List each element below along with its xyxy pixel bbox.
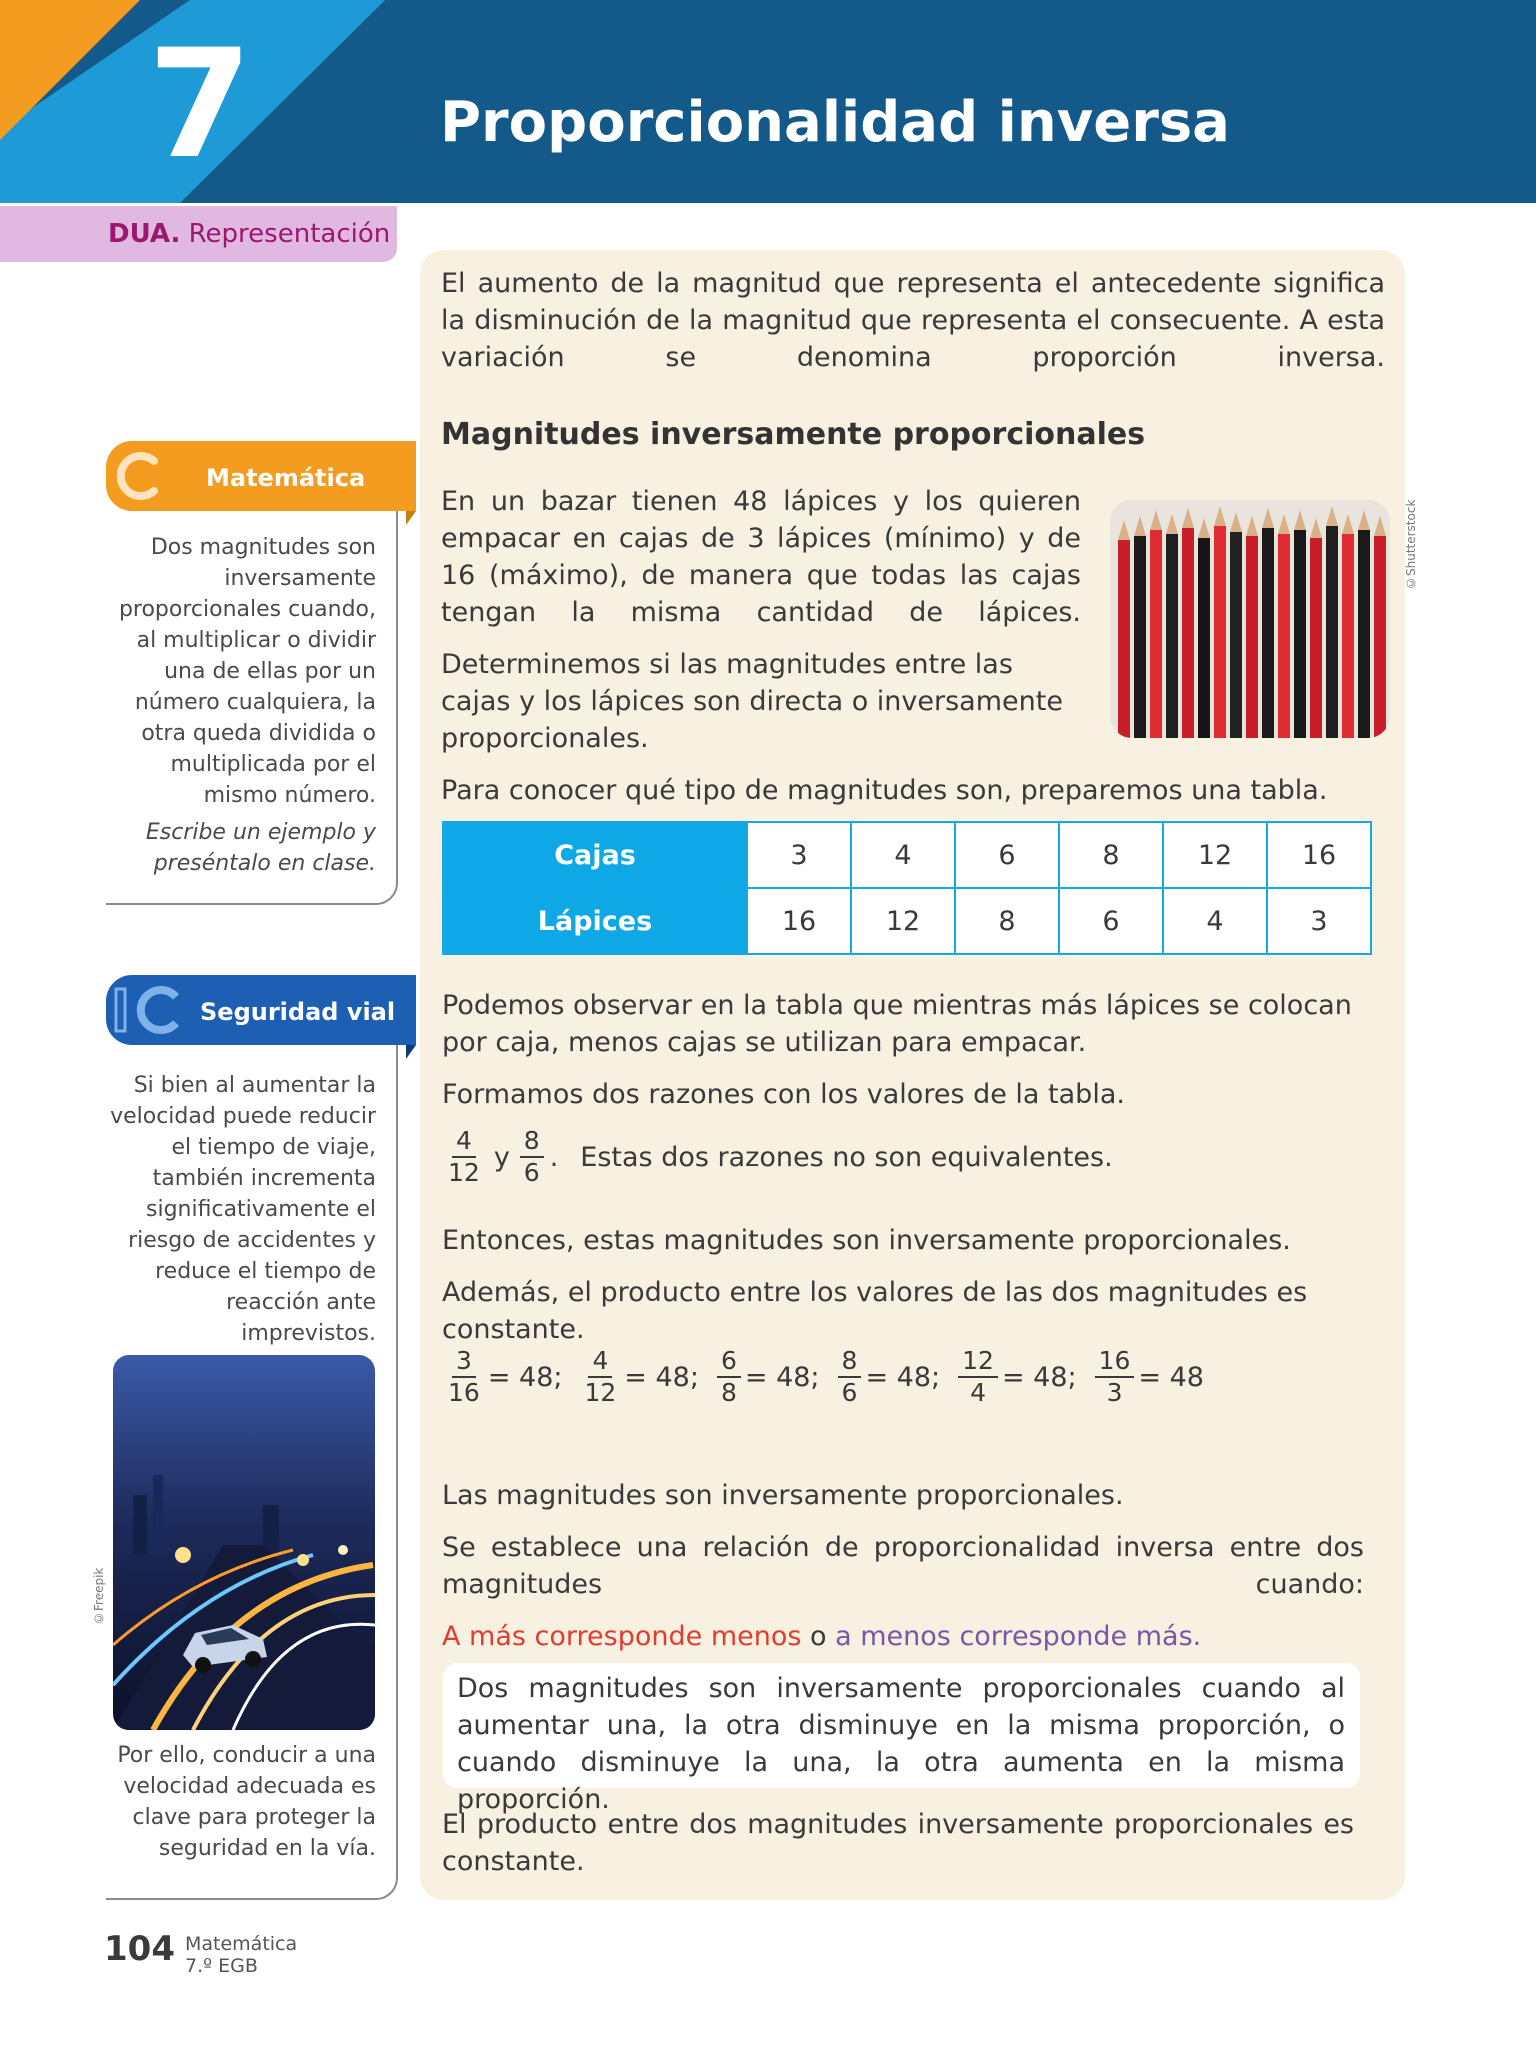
- fraction: $\frac{12}{4}$: [958, 1346, 998, 1408]
- math-tab-fold: [406, 511, 416, 525]
- fraction: $\frac{8}{6}$: [520, 1126, 544, 1188]
- product-result: = 48;: [1001, 1361, 1077, 1393]
- road-ic-icon: [112, 981, 186, 1039]
- ratios-line: [440, 1126, 1113, 1188]
- math-card-title: Matemática: [206, 464, 366, 492]
- table-row-header: Cajas: [443, 822, 747, 888]
- fraction: $\frac{4}{12}$: [448, 1126, 480, 1187]
- relation-paragraph: Se establece una relación de proporcionalidad inversa entre dos magnitudes cuando:: [442, 1532, 1364, 1600]
- table-cell: 16: [747, 888, 851, 954]
- section-title: Magnitudes inversamente proporcionales: [441, 417, 1146, 452]
- table-cell: 4: [851, 822, 955, 888]
- problem-paragraph: En un bazar tienen 48 lápices y los quieren empacar en cajas de 3 lápices (mínimo) y de 16 (máximo), de manera que todas las cajas tengan la misma cantidad de lápices.: [441, 486, 1081, 628]
- products-line: [440, 1346, 1218, 1408]
- question-paragraph: Determinemos si las magnitudes entre las cajas y los lápices son directa o inversamente proporcionales.: [441, 649, 1063, 754]
- fraction: $\frac{8}{6}$: [838, 1346, 862, 1408]
- table-cell: 3: [747, 822, 851, 888]
- table-cell: 16: [1267, 822, 1371, 888]
- table-row: [443, 822, 1371, 888]
- table-cell: 6: [955, 822, 1059, 888]
- pencils-illustration: [1110, 500, 1390, 738]
- product-result: = 48;: [487, 1361, 563, 1393]
- rule-line: [442, 1618, 1201, 1655]
- math-c-icon: [114, 447, 164, 505]
- table-cell: 12: [851, 888, 955, 954]
- conclusion-paragraph: Entonces, estas magnitudes son inversamente proporcionales.: [442, 1225, 1291, 1256]
- road-photo: [113, 1355, 375, 1730]
- table-row-header: Lápices: [443, 888, 747, 954]
- road-card-closing: Por ello, conducir a una velocidad adecuada es clave para proteger la seguridad en la vía.: [117, 1743, 376, 1861]
- product-result: = 48;: [624, 1361, 699, 1393]
- result-paragraph: Las magnitudes son inversamente proporcionales.: [442, 1480, 1124, 1511]
- road-card-title: Seguridad vial: [200, 998, 396, 1026]
- closing-paragraph: El producto entre dos magnitudes inversamente proporcionales es constante.: [442, 1809, 1354, 1877]
- math-card-text: Dos magnitudes son inversamente proporcionales cuando, al multiplicar o dividir una de ellas por un número cualquiera, la otra queda dividida o multiplicada por el mismo número.: [118, 535, 376, 808]
- math-card-prompt: Escribe un ejemplo y preséntalo en clase.: [145, 820, 376, 876]
- fraction: $\frac{6}{8}$: [717, 1346, 741, 1408]
- observation-paragraph: Podemos observar en la tabla que mientras más lápices se colocan por caja, menos cajas se utilizan para empacar.: [442, 990, 1352, 1058]
- fraction: $\frac{4}{12}$: [584, 1346, 617, 1407]
- definition-text: Dos magnitudes son inversamente proporcionales cuando al aumentar una, la otra disminuye en la misma proporción, o cuando disminuye la una, la otra aumenta en la misma proporción.: [457, 1673, 1345, 1815]
- constant-product-paragraph: Además, el producto entre los valores de las dos magnitudes es constante.: [442, 1277, 1308, 1345]
- product-result: = 48;: [744, 1361, 820, 1393]
- table-cell: 8: [955, 888, 1059, 954]
- footer-subject: Matemática: [185, 1933, 298, 1955]
- rule-or: o: [801, 1621, 836, 1652]
- ratio-join: y: [493, 1141, 510, 1173]
- road-photo-credit: ©Freepik: [92, 1567, 106, 1625]
- pencils-credit: ©Shutterstock: [1404, 499, 1418, 590]
- product-result: = 48;: [865, 1361, 941, 1393]
- product-result: = 48: [1138, 1361, 1204, 1393]
- pencils-photo: [1110, 500, 1390, 738]
- dua-label: DUA. Representación: [108, 219, 391, 249]
- page-title: Proporcionalidad inversa: [440, 90, 1230, 155]
- highway-illustration: [113, 1355, 375, 1730]
- road-tab-fold: [406, 1045, 416, 1059]
- table-cell: 12: [1163, 822, 1267, 888]
- ratios-comment: Estas dos razones no son equivalentes.: [580, 1141, 1113, 1173]
- road-card-text: Si bien al aumentar la velocidad puede reducir el tiempo de viaje, también incrementa significativamente el riesgo de accidentes y reduce el tiempo de reacción ante imprevistos.: [110, 1073, 376, 1346]
- rule-red: A más corresponde menos: [442, 1621, 802, 1652]
- table-intro: Para conocer qué tipo de magnitudes son, preparemos una tabla.: [441, 775, 1328, 806]
- fraction: $\frac{3}{16}$: [448, 1346, 480, 1407]
- ratios-intro: Formamos dos razones con los valores de la tabla.: [442, 1079, 1125, 1110]
- table-cell: 3: [1267, 888, 1371, 954]
- ratio-dot: .: [549, 1141, 559, 1173]
- rule-purple: a menos corresponde más.: [835, 1621, 1202, 1652]
- footer-grade: 7.º EGB: [185, 1955, 258, 1977]
- chapter-number: 7: [147, 18, 253, 192]
- page-number: 104: [104, 1929, 175, 1969]
- boxes-pencils-table: [442, 821, 1372, 955]
- table-row: [443, 888, 1371, 954]
- table-cell: 8: [1059, 822, 1163, 888]
- fraction: $\frac{16}{3}$: [1095, 1346, 1135, 1408]
- intro-paragraph: El aumento de la magnitud que representa el antecedente significa la disminución de la magnitud que representa el consecuente. A esta variación se denomina proporción inversa.: [441, 268, 1385, 373]
- table-cell: 6: [1059, 888, 1163, 954]
- table-cell: 4: [1163, 888, 1267, 954]
